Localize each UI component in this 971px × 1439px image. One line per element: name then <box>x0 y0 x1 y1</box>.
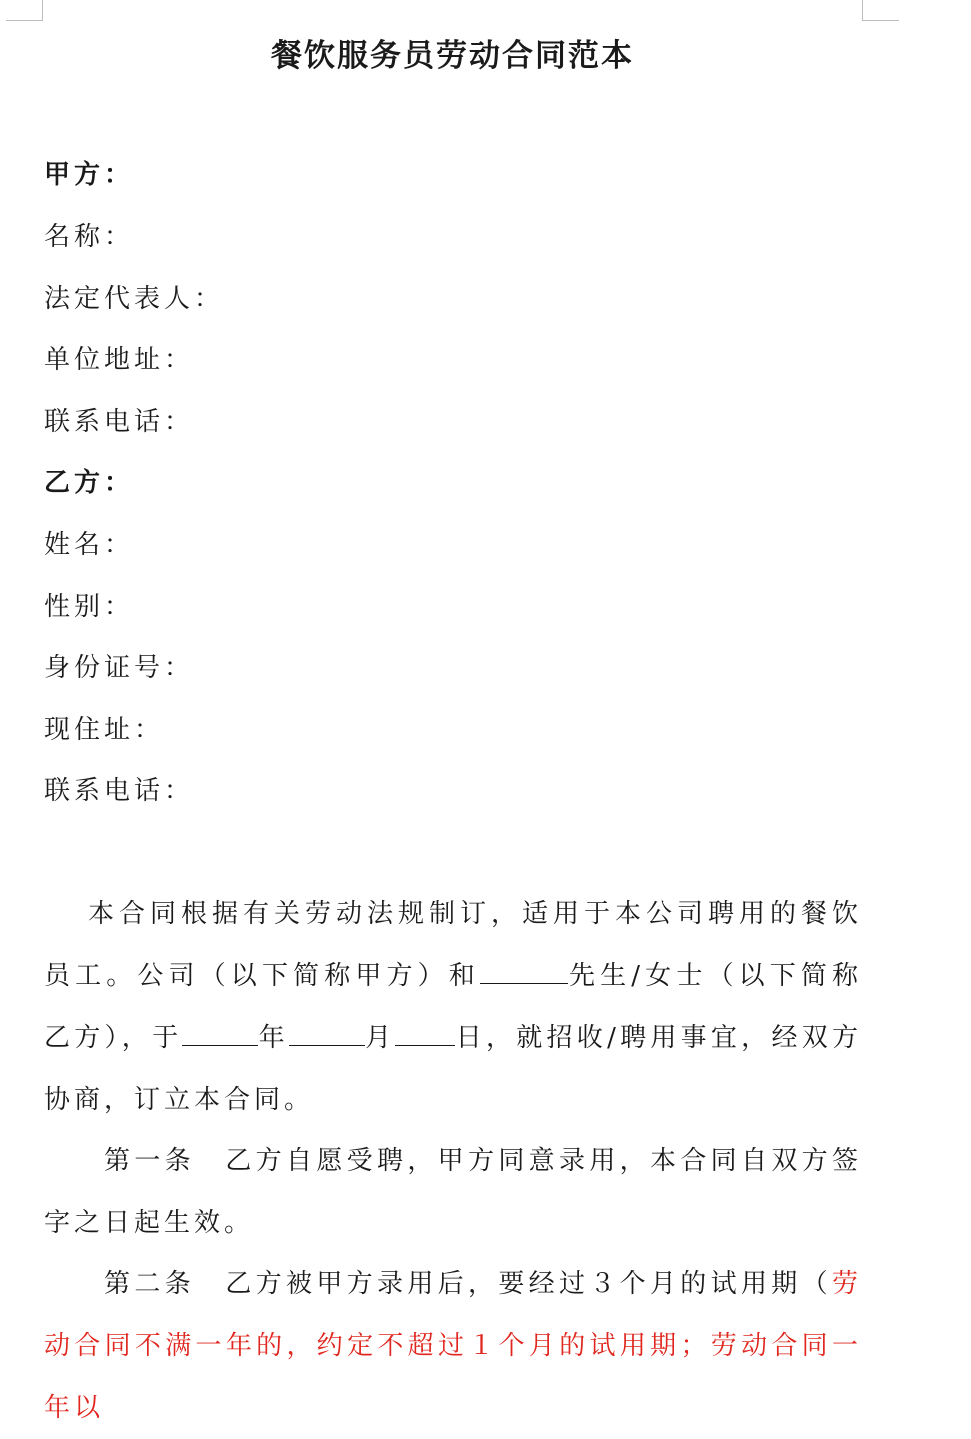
party-a-phone-label: 联系电话： <box>44 407 195 437</box>
intro-paragraph <box>44 883 862 1131</box>
party-b-gender-label: 性别： <box>44 592 135 622</box>
page-corner-mark-right <box>862 0 899 21</box>
blank-year[interactable] <box>182 1017 258 1046</box>
article-2-text: 第二条 乙方被甲方录用后，要经过３个月的试用期（ <box>104 1269 832 1299</box>
blank-month[interactable] <box>289 1017 365 1046</box>
blank-day[interactable] <box>395 1017 455 1046</box>
party-b-address-label: 现住址： <box>44 715 165 745</box>
party-b-heading: 乙方： <box>44 468 135 498</box>
intro-text-3: 年 <box>258 1023 289 1053</box>
party-b-name-label: 姓名： <box>44 530 135 560</box>
document-title: 餐饮服务员劳动合同范本 <box>271 38 634 74</box>
article-2-highlight: 劳动合同不满一年的，约定不超过１个月的试用期；劳动合同一年以 <box>44 1269 862 1423</box>
intro-text-1: 本合同根据有关劳动法规制订，适用于本公司聘用的餐饮员工。公司（以下简称甲方）和 <box>44 899 862 991</box>
intro-text-4: 月 <box>364 1023 396 1053</box>
party-a-representative-label: 法定代表人： <box>44 284 225 314</box>
party-a-name-label: 名称： <box>44 222 135 252</box>
blank-party-b-name[interactable] <box>480 955 568 984</box>
article-2 <box>44 1253 862 1439</box>
party-b-id-label: 身份证号： <box>44 653 195 683</box>
party-a-address-label: 单位地址： <box>44 345 195 375</box>
article-1: 第一条 乙方自愿受聘，甲方同意录用，本合同自双方签字之日起生效。 <box>44 1146 862 1238</box>
page-corner-mark-left <box>6 0 43 21</box>
party-b-phone-label: 联系电话： <box>44 776 195 806</box>
intro-text-5: 日，就招收/聘用事宜，经双方协商，订立本合同。 <box>44 1023 862 1115</box>
intro-text-2: 先生/女士（以下简称乙方），于 <box>44 961 862 1053</box>
party-a-heading: 甲方： <box>44 160 135 190</box>
